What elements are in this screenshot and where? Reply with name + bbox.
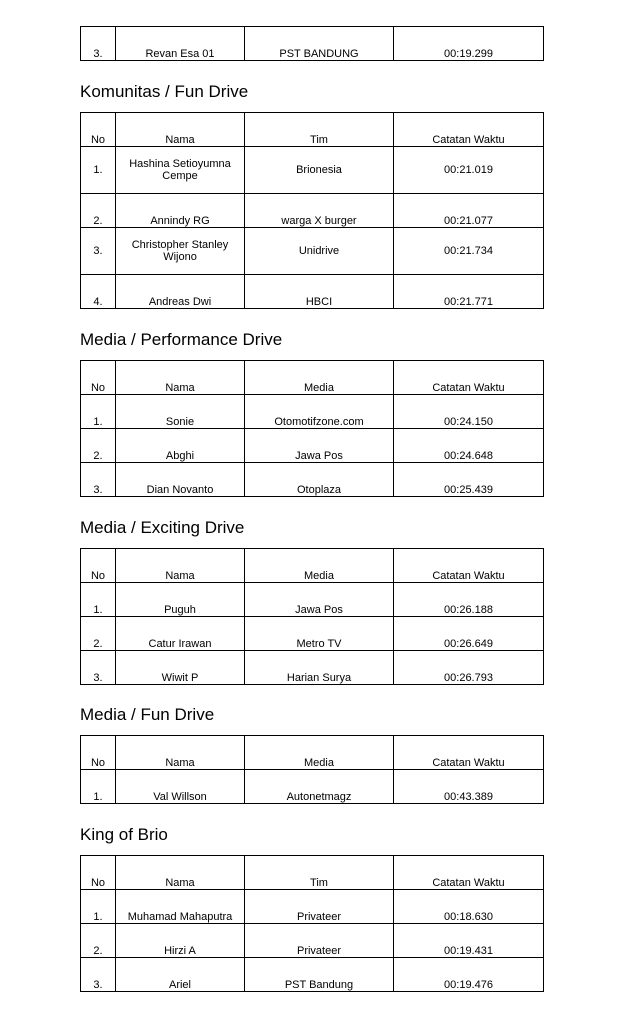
header-media: Media — [245, 549, 394, 583]
cell-no: 2. — [81, 429, 116, 463]
header-media: Media — [245, 736, 394, 770]
header-name: Nama — [116, 113, 245, 147]
table-row — [81, 924, 544, 958]
header-time: Catatan Waktu — [394, 549, 544, 583]
cell-time: 00:24.150 — [394, 395, 544, 429]
table-row — [81, 27, 544, 61]
cell-name: Muhamad Mahaputra — [116, 890, 245, 924]
table-row — [81, 770, 544, 804]
table-header-row — [81, 361, 544, 395]
header-name: Nama — [116, 736, 245, 770]
header-time: Catatan Waktu — [394, 736, 544, 770]
cell-no: 1. — [81, 395, 116, 429]
cell-team: warga X burger — [245, 194, 394, 228]
header-no: No — [81, 361, 116, 395]
cell-name: Puguh — [116, 583, 245, 617]
cell-name: Andreas Dwi — [116, 275, 245, 309]
cell-time: 00:19.299 — [394, 27, 544, 61]
header-name: Nama — [116, 856, 245, 890]
cell-time: 00:21.771 — [394, 275, 544, 309]
cell-media: Autonetmagz — [245, 770, 394, 804]
table-header-row — [81, 856, 544, 890]
cell-no: 1. — [81, 770, 116, 804]
header-time: Catatan Waktu — [394, 113, 544, 147]
table-row — [81, 463, 544, 497]
table-row — [81, 429, 544, 463]
cell-time: 00:21.734 — [394, 228, 544, 275]
cell-name: Wiwit P — [116, 651, 245, 685]
cell-time: 00:25.439 — [394, 463, 544, 497]
table-row — [81, 147, 544, 194]
header-no: No — [81, 113, 116, 147]
section-heading-komunitas-fun-drive: Komunitas / Fun Drive — [80, 82, 249, 101]
table-header-row — [81, 549, 544, 583]
cell-no: 3. — [81, 958, 116, 992]
cell-name: Val Willson — [116, 770, 245, 804]
cell-media: Otoplaza — [245, 463, 394, 497]
cell-no: 3. — [81, 228, 116, 275]
table-row — [81, 194, 544, 228]
cell-no: 4. — [81, 275, 116, 309]
cell-name: Christopher Stanley Wijono — [116, 228, 245, 275]
cell-team: HBCI — [245, 275, 394, 309]
cell-media: Jawa Pos — [245, 429, 394, 463]
table-row — [81, 617, 544, 651]
cell-time: 00:26.649 — [394, 617, 544, 651]
cell-no: 1. — [81, 583, 116, 617]
table-row — [81, 958, 544, 992]
table-row — [81, 228, 544, 275]
table-row — [81, 651, 544, 685]
table-header-row — [81, 736, 544, 770]
cell-team: Brionesia — [245, 147, 394, 194]
cell-media: Otomotifzone.com — [245, 395, 394, 429]
header-team: Tim — [245, 856, 394, 890]
results-table-continued — [80, 26, 544, 61]
cell-team: Privateer — [245, 890, 394, 924]
table-row — [81, 395, 544, 429]
cell-name: Hirzi A — [116, 924, 245, 958]
section-heading-media-exciting-drive: Media / Exciting Drive — [80, 518, 245, 537]
results-table-komunitas-fun-drive — [80, 112, 544, 309]
results-table-media-performance-drive — [80, 360, 544, 497]
table-row — [81, 275, 544, 309]
cell-name: Sonie — [116, 395, 245, 429]
section-heading-media-fun-drive: Media / Fun Drive — [80, 705, 215, 724]
cell-time: 00:19.476 — [394, 958, 544, 992]
header-no: No — [81, 736, 116, 770]
cell-no: 3. — [81, 27, 116, 61]
cell-time: 00:43.389 — [394, 770, 544, 804]
cell-media: Jawa Pos — [245, 583, 394, 617]
cell-media: Metro TV — [245, 617, 394, 651]
cell-no: 2. — [81, 617, 116, 651]
cell-media: Harian Surya — [245, 651, 394, 685]
table-row — [81, 583, 544, 617]
cell-time: 00:24.648 — [394, 429, 544, 463]
results-table-media-fun-drive — [80, 735, 544, 804]
cell-name: Catur Irawan — [116, 617, 245, 651]
cell-no: 2. — [81, 924, 116, 958]
header-no: No — [81, 856, 116, 890]
cell-time: 00:26.188 — [394, 583, 544, 617]
section-heading-king-of-brio: King of Brio — [80, 825, 168, 844]
cell-no: 1. — [81, 890, 116, 924]
cell-team: PST Bandung — [245, 958, 394, 992]
cell-name: Revan Esa 01 — [116, 27, 245, 61]
cell-time: 00:19.431 — [394, 924, 544, 958]
results-table-king-of-brio — [80, 855, 544, 992]
section-heading-media-performance-drive: Media / Performance Drive — [80, 330, 283, 349]
header-team: Tim — [245, 113, 394, 147]
header-media: Media — [245, 361, 394, 395]
header-time: Catatan Waktu — [394, 361, 544, 395]
header-time: Catatan Waktu — [394, 856, 544, 890]
cell-name: Abghi — [116, 429, 245, 463]
cell-name: Dian Novanto — [116, 463, 245, 497]
header-no: No — [81, 549, 116, 583]
cell-team: Privateer — [245, 924, 394, 958]
cell-team: PST BANDUNG — [245, 27, 394, 61]
cell-no: 1. — [81, 147, 116, 194]
cell-no: 2. — [81, 194, 116, 228]
table-header-row — [81, 113, 544, 147]
header-name: Nama — [116, 361, 245, 395]
cell-time: 00:21.077 — [394, 194, 544, 228]
cell-no: 3. — [81, 651, 116, 685]
cell-time: 00:21.019 — [394, 147, 544, 194]
cell-no: 3. — [81, 463, 116, 497]
table-row — [81, 890, 544, 924]
header-name: Nama — [116, 549, 245, 583]
cell-name: Ariel — [116, 958, 245, 992]
cell-name: Hashina Setioyumna Cempe — [116, 147, 245, 194]
cell-time: 00:18.630 — [394, 890, 544, 924]
cell-time: 00:26.793 — [394, 651, 544, 685]
cell-team: Unidrive — [245, 228, 394, 275]
results-table-media-exciting-drive — [80, 548, 544, 685]
cell-name: Annindy RG — [116, 194, 245, 228]
